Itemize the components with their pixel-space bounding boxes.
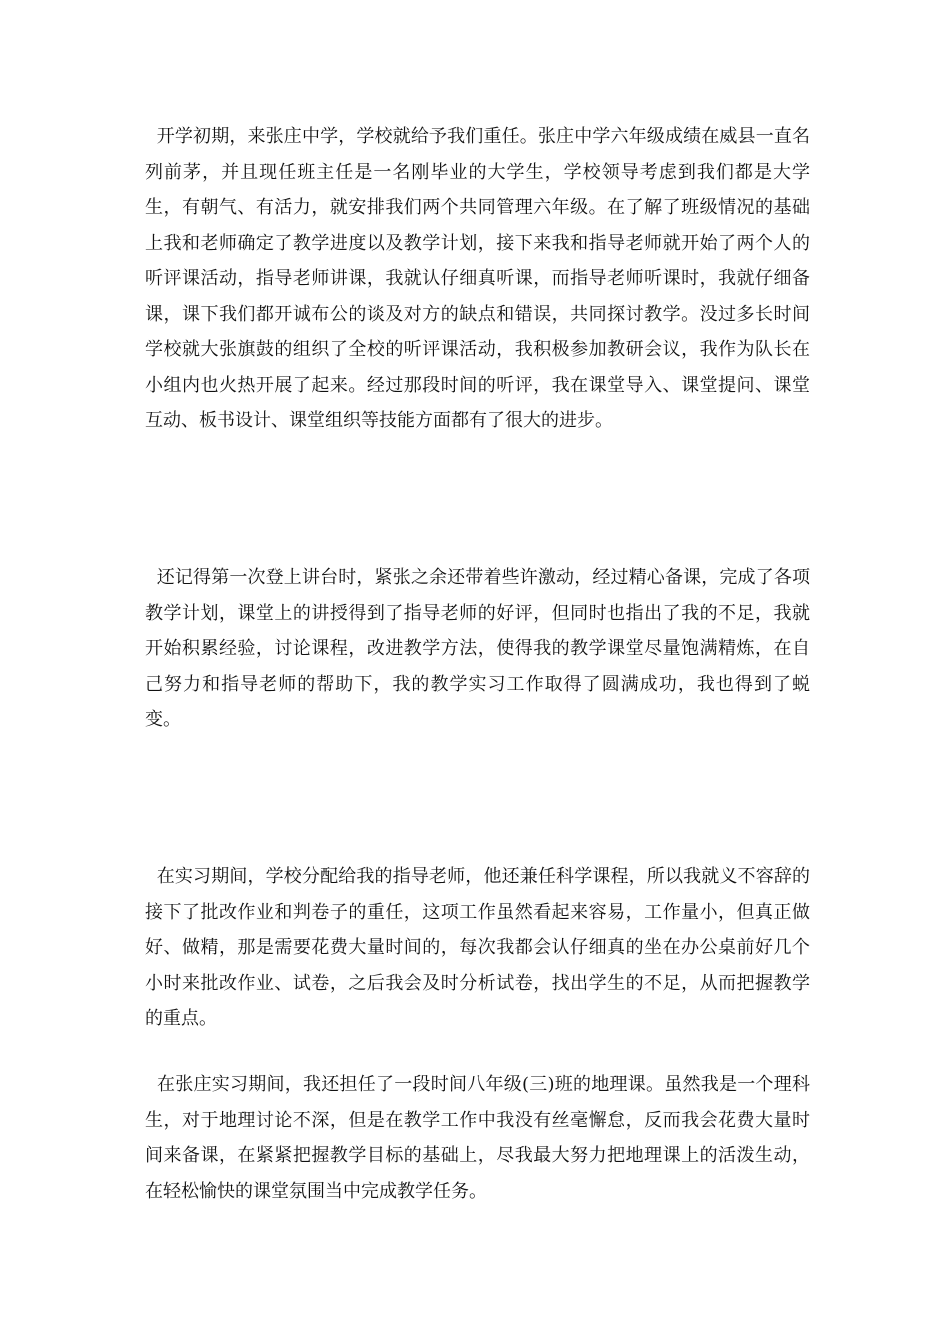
paragraph-4: 在张庄实习期间，我还担任了一段时间八年级(三)班的地理课。虽然我是一个理科生，对于地理讨论不深，但是在教学工作中我没有丝毫懈怠，反而我会花费大量时间来备课，在紧紧把握教学目标的基础上，尽我最大努力把地理课上的活泼生动，在轻松愉快的课堂氛围当中完成教学任务。 — [145, 1074, 810, 1202]
paragraph-2: 还记得第一次登上讲台时，紧张之余还带着些许激动，经过精心备课，完成了各项教学计划，课堂上的讲授得到了指导老师的好评，但同时也指出了我的不足，我就开始积累经验，讨论课程，改进教学方法，使得我的教学课堂尽量饱满精炼，在自己努力和指导老师的帮助下，我的教学实习工作取得了圆满成功，我也得到了蜕变。 — [145, 567, 810, 730]
paragraph-3: 在实习期间，学校分配给我的指导老师，他还兼任科学课程，所以我就义不容辞的接下了批改作业和判卷子的重任，这项工作虽然看起来容易，工作量小，但真正做好、做精，那是需要花费大量时间的，每次我都会认仔细真的坐在办公桌前好几个小时来批改作业、试卷，之后我会及时分析试卷，找出学生的不足，从而把握教学的重点。 — [145, 866, 810, 1029]
paragraph-1: 开学初期，来张庄中学，学校就给予我们重任。张庄中学六年级成绩在威县一直名列前茅，并且现任班主任是一名刚毕业的大学生，学校领导考虑到我们都是大学生，有朝气、有活力，就安排我们两个共同管理六年级。在了解了班级情况的基础上我和老师确定了教学进度以及教学计划，接下来我和指导老师就开始了两个人的听评课活动，指导老师讲课，我就认仔细真听课，而指导老师听课时，我就仔细备课，课下我们都开诚布公的谈及对方的缺点和错误，共同探讨教学。没过多长时间学校就大张旗鼓的组织了全校的听评课活动，我积极参加教研会议，我作为队长在小组内也火热开展了起来。经过那段时间的听评，我在课堂导入、课堂提问、课堂互动、板书设计、课堂组织等技能方面都有了很大的进步。 — [145, 126, 810, 431]
